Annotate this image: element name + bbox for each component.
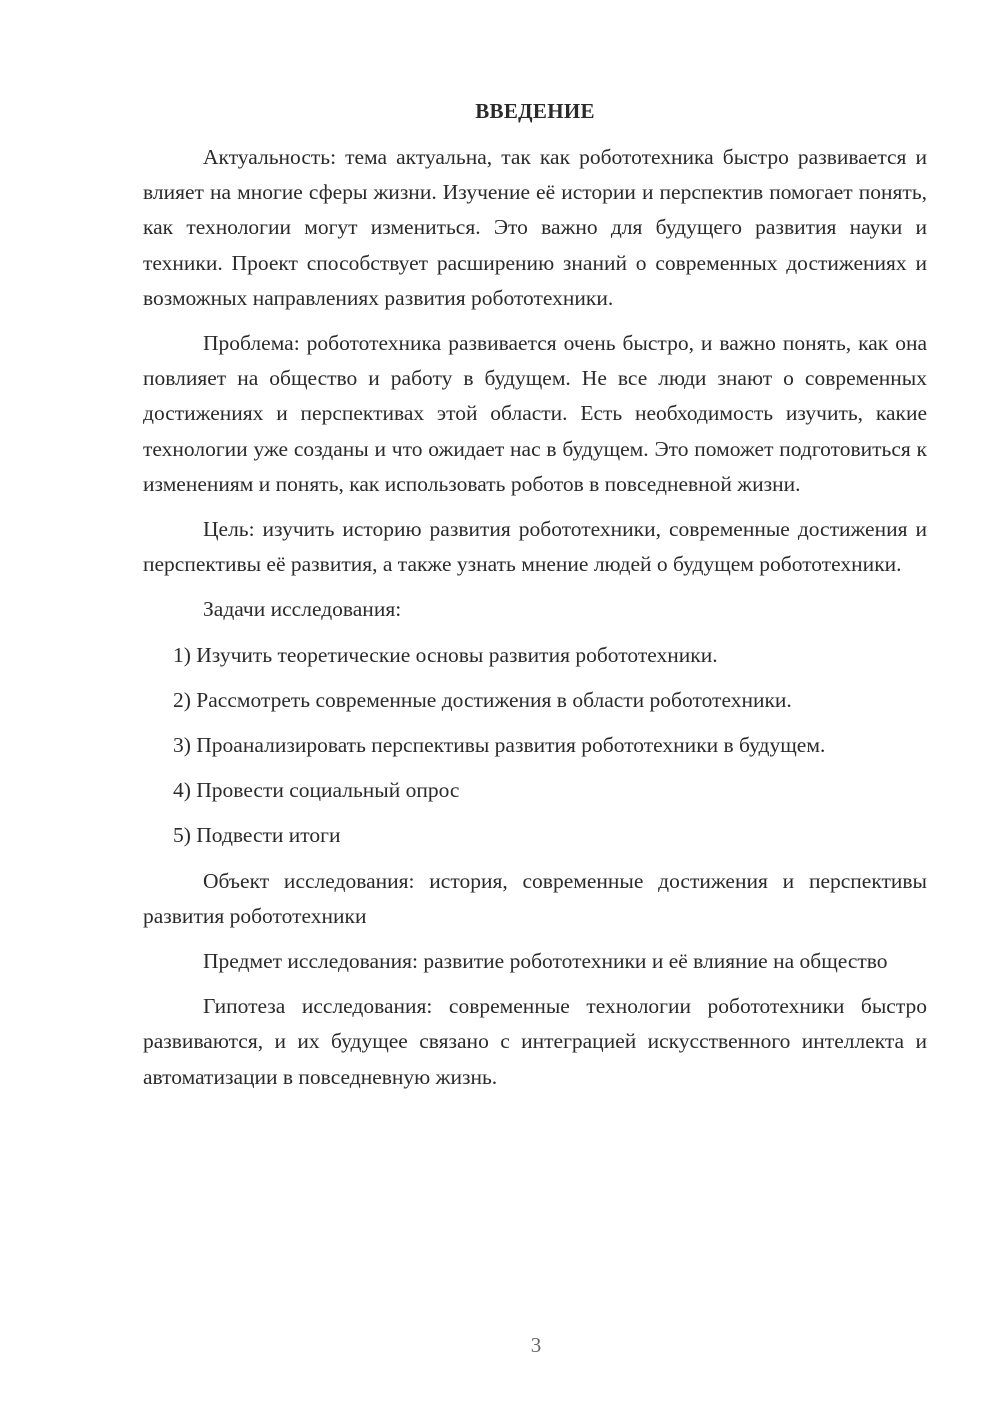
task-item: 3) Проанализировать перспективы развития робототехники в будущем. xyxy=(173,733,826,758)
paragraph-relevance: Актуальность: тема актуальна, так как робототехника быстро развивается и влияет на многие сферы жизни. Изучение её истории и перспектив помогает понять, как технологии могут измениться. Это важно для будущего развития науки и техники. Проект способствует расширению знаний о современных достижениях и возможных направлениях развития робототехники. xyxy=(143,145,927,310)
tasks-heading: Задачи исследования: xyxy=(203,597,402,622)
paragraph-object: Объект исследования: история, современные достижения и перспективы развития робототехники xyxy=(143,868,927,928)
page-content xyxy=(143,96,927,1105)
task-item: 1) Изучить теоретические основы развития робототехники. xyxy=(173,642,718,667)
paragraph-subject: Предмет исследования: развитие робототехники и её влияние на общество xyxy=(203,949,888,974)
paragraph-problem: Проблема: робототехника развивается очень быстро, и важно понять, как она повлияет на общество и работу в будущем. Не все люди знают о современных достижениях и перспективах этой области. Есть необходимость изучить, какие технологии уже созданы и что ожидает нас в будущем. Это поможет подготовиться к изменениям и понять, как использовать роботов в повседневной жизни. xyxy=(143,331,927,496)
task-item: 4) Провести социальный опрос xyxy=(173,778,460,803)
task-item: 5) Подвести итоги xyxy=(173,823,341,848)
section-title: ВВЕДЕНИЕ xyxy=(475,99,595,123)
paragraph-goal: Цель: изучить историю развития робототехники, современные достижения и перспективы её развития, а также узнать мнение людей о будущем робототехники. xyxy=(143,517,927,577)
page-number: 3 xyxy=(530,1333,542,1357)
task-item: 2) Рассмотреть современные достижения в области робототехники. xyxy=(173,687,792,712)
paragraph-hypothesis: Гипотеза исследования: современные технологии робототехники быстро развиваются, и их будущее связано с интеграцией искусственного интеллекта и автоматизации в повседневную жизнь. xyxy=(143,994,927,1089)
